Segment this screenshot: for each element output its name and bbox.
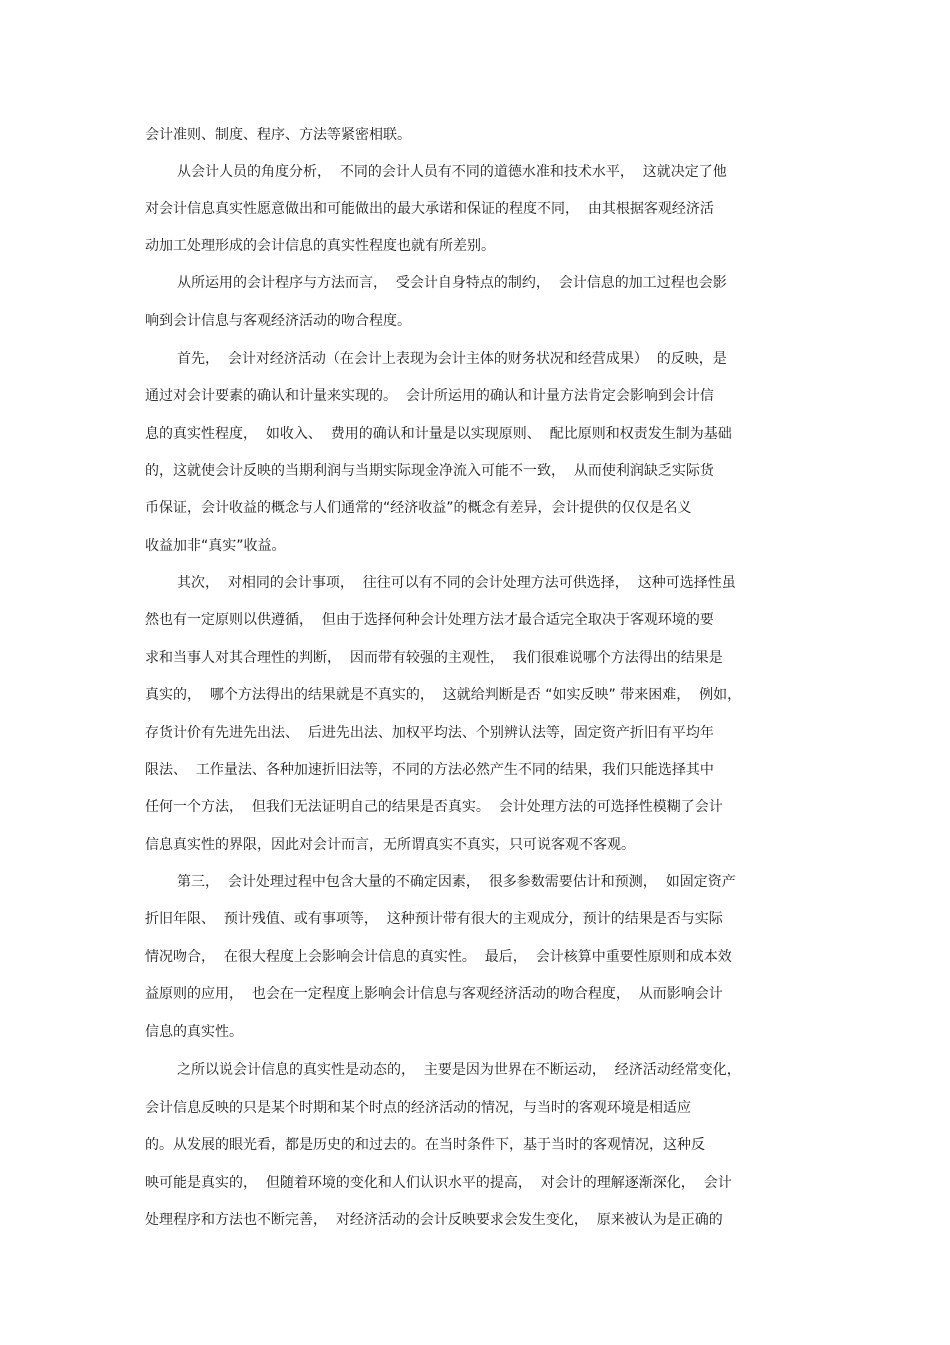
text-line: 响到会计信息与客观经济活动的吻合程度。	[145, 313, 411, 329]
text-line: 息的真实性程度， 如收入、 费用的确认和计量是以实现原则、 配比原则和权责发生制为基础	[145, 426, 732, 442]
text-line: 从所运用的会计程序与方法而言， 受会计自身特点的制约， 会计信息的加工过程也会影	[177, 275, 727, 291]
text-line: 益原则的应用， 也会在一定程度上影响会计信息与客观经济活动的吻合程度， 从而影响会计	[145, 986, 723, 1002]
text-line: 币保证，会计收益的概念与人们通常的“经济收益”的概念有差异，会计提供的仅仅是名义	[145, 500, 692, 516]
text-line: 从会计人员的角度分析， 不同的会计人员有不同的道德水准和技术水平， 这就决定了他	[177, 164, 727, 180]
text-line: 动加工处理形成的会计信息的真实性程度也就有所差别。	[145, 238, 495, 254]
text-line: 限法、 工作量法、各种加速折旧法等，不同的方法必然产生不同的结果，我们只能选择其中	[145, 762, 714, 778]
text-line: 任何一个方法， 但我们无法证明自己的结果是否真实。 会计处理方法的可选择性模糊了会计	[145, 799, 723, 815]
text-line: 其次， 对相同的会计事项， 往往可以有不同的会计处理方法可供选择， 这种可选择性虽	[177, 575, 736, 591]
text-line: 的。从发展的眼光看，都是历史的和过去的。在当时条件下，基于当时的客观情况，这种反	[145, 1137, 705, 1153]
text-line: 映可能是真实的， 但随着环境的变化和人们认识水平的提高， 对会计的理解逐渐深化， 会计	[145, 1175, 732, 1191]
text-line: 存货计价有先进先出法、 后进先出法、加权平均法、个别辨认法等，固定资产折旧有平均年	[145, 725, 714, 741]
text-line: 收益加非“真实”收益。	[145, 538, 286, 554]
text-line: 会计信息反映的只是某个时期和某个时点的经济活动的情况，与当时的客观环境是相适应	[145, 1100, 691, 1116]
text-line: 处理程序和方法也不断完善， 对经济活动的会计反映要求会发生变化， 原来被认为是正确的	[145, 1212, 723, 1228]
text-line: 首先， 会计对经济活动（在会计上表现为会计主体的财务状况和经营成果） 的反映，是	[177, 351, 727, 367]
text-line: 对会计信息真实性愿意做出和可能做出的最大承诺和保证的程度不同， 由其根据客观经济活	[145, 201, 714, 217]
text-line: 情况吻合， 在很大程度上会影响会计信息的真实性。 最后， 会计核算中重要性原则和成本效	[145, 949, 732, 965]
text-line: 求和当事人对其合理性的判断， 因而带有较强的主观性， 我们很难说哪个方法得出的结果是	[145, 650, 723, 666]
text-line: 的，这就使会计反映的当期利润与当期实际现金净流入可能不一致， 从而使利润缺乏实际货	[145, 463, 714, 479]
text-line: 信息真实性的界限，因此对会计而言，无所谓真实不真实，只可说客观不客观。	[145, 837, 635, 853]
text-line: 之所以说会计信息的真实性是动态的， 主要是因为世界在不断运动， 经济活动经常变化，	[177, 1062, 741, 1078]
text-line: 信息的真实性。	[145, 1024, 243, 1040]
text-line: 通过对会计要素的确认和计量来实现的。 会计所运用的确认和计量方法肯定会影响到会计信	[145, 388, 714, 404]
text-line: 真实的， 哪个方法得出的结果就是不真实的， 这就给判断是否 “如实反映” 带来困难， 例如，	[145, 687, 742, 703]
text-line: 第三， 会计处理过程中包含大量的不确定因素， 很多参数需要估计和预测， 如固定资产	[177, 874, 736, 890]
text-line: 会计准则、制度、程序、方法等紧密相联。	[145, 127, 411, 143]
text-line: 然也有一定原则以供遵循， 但由于选择何种会计处理方法才最合适完全取决于客观环境的要	[145, 612, 714, 628]
text-line: 折旧年限、 预计残值、或有事项等， 这种预计带有很大的主观成分，预计的结果是否与实际	[145, 911, 723, 927]
